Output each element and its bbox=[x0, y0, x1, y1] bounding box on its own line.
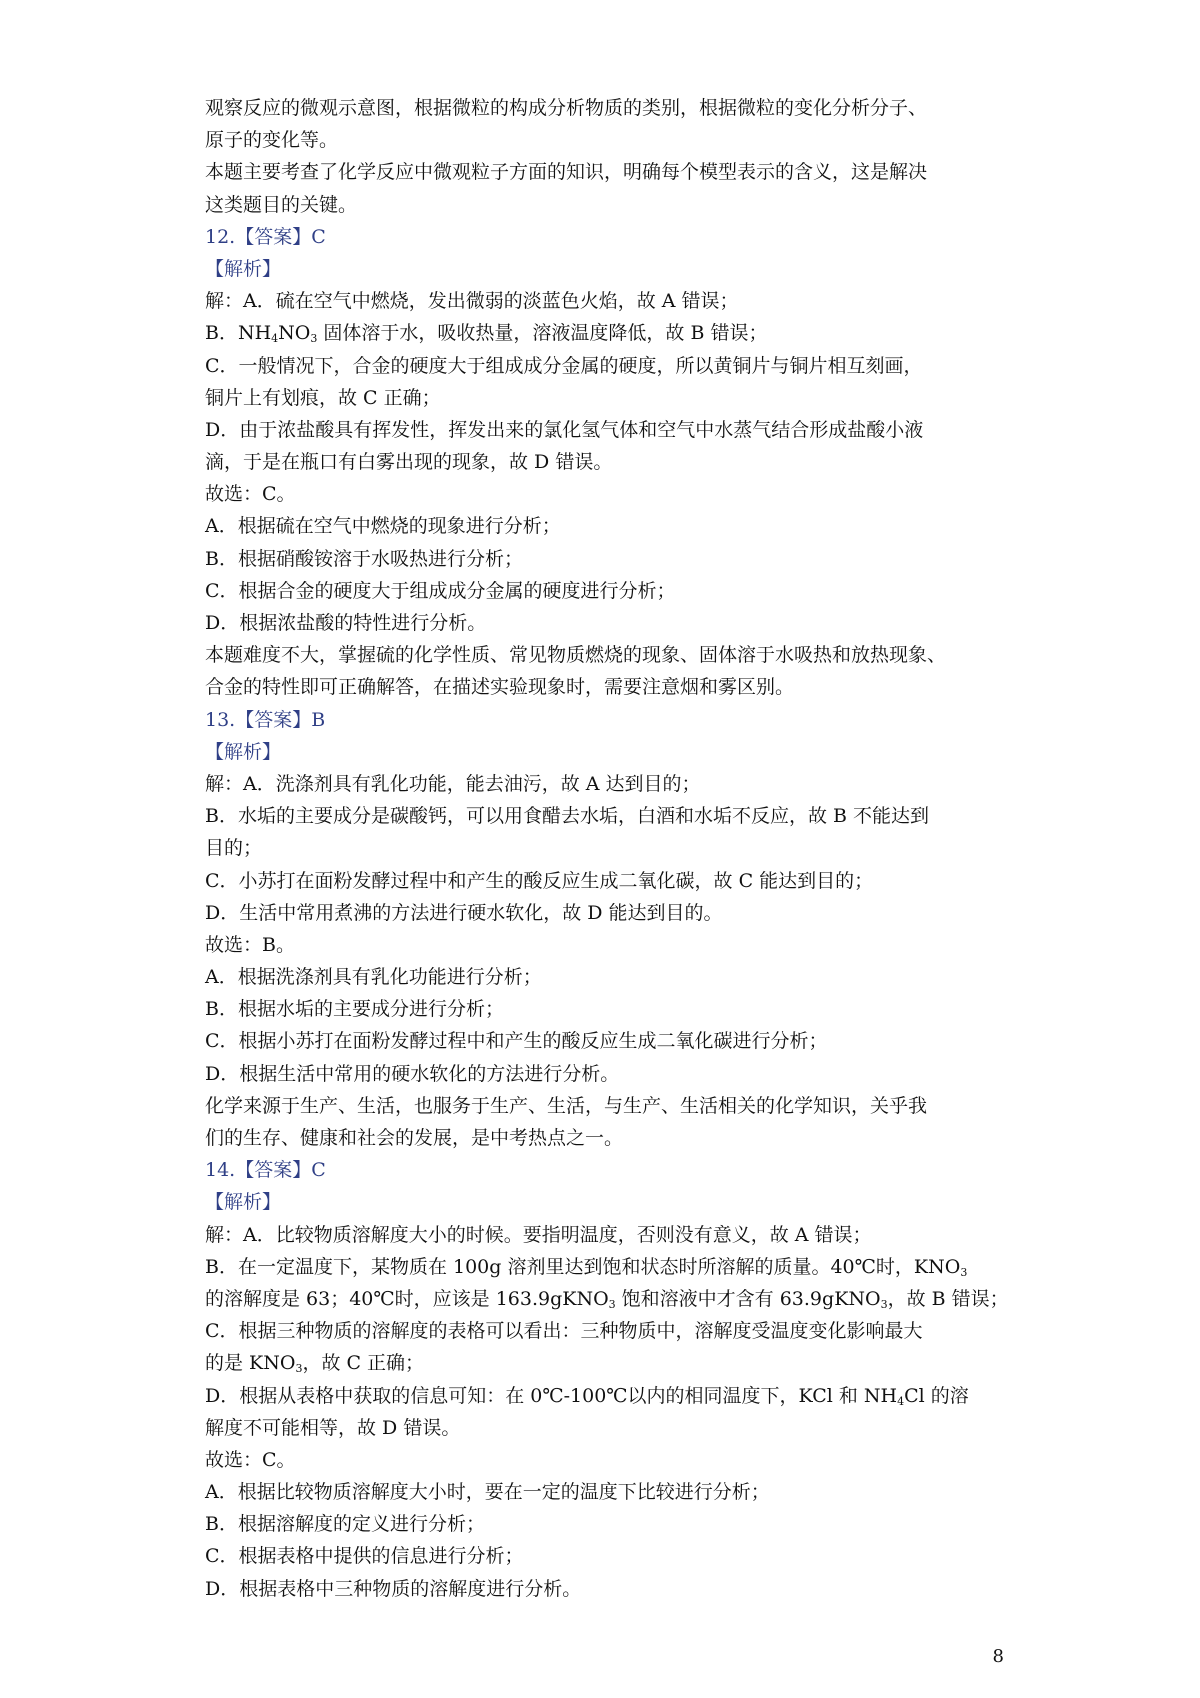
text-line: 观察反应的微观示意图，根据微粒的构成分析物质的类别，根据微粒的变化分析分子、 bbox=[205, 97, 928, 119]
question-13-section bbox=[205, 704, 1017, 1155]
text-line: 化学来源于生产、生活，也服务于生产、生活，与生产、生活相关的化学知识，关乎我 bbox=[205, 1094, 928, 1117]
answer-heading: 14.【答案】C bbox=[205, 1159, 326, 1182]
text-line: B．根据硝酸铵溶于水吸热进行分析； bbox=[205, 547, 523, 570]
text-line: B．根据溶解度的定义进行分析； bbox=[205, 1513, 485, 1536]
text-line: A．根据硫在空气中燃烧的现象进行分析； bbox=[205, 515, 561, 538]
text-line: 的溶解度是 63；40℃时，应该是 163.9gKNO$_3$ 饱和溶液中才含有 63.9gKNO$_3$，故 B 错误； bbox=[205, 1287, 1009, 1311]
text-line: C．根据三种物质的溶解度的表格可以看出：三种物质中，溶解度受温度变化影响最大 bbox=[205, 1320, 923, 1343]
text-line: 的是 $KNO_3$，故 C 正确； bbox=[205, 1352, 425, 1376]
analysis-label: 【解析】 bbox=[205, 1191, 282, 1214]
intro-section bbox=[205, 92, 1017, 221]
text-line: 故选：B。 bbox=[205, 933, 295, 956]
text-line: 本题难度不大，掌握硫的化学性质、常见物质燃烧的现象、固体溶于水吸热和放热现象、 bbox=[205, 644, 947, 667]
text-line: 解：A．洗涤剂具有乳化功能，能去油污，故 A 达到目的； bbox=[205, 772, 701, 795]
text-line: B．根据水垢的主要成分进行分析； bbox=[205, 998, 504, 1021]
text-line: B．$NH_4NO_3$ 固体溶于水，吸收热量，溶液温度降低，故 B 错误； bbox=[205, 322, 768, 346]
text-line: 解：A．硫在空气中燃烧，发出微弱的淡蓝色火焰，故 A 错误； bbox=[205, 290, 739, 313]
text-line: 目的； bbox=[205, 837, 263, 860]
document-page bbox=[205, 92, 1017, 1605]
text-line: C．一般情况下，合金的硬度大于组成成分金属的硬度，所以黄铜片与铜片相互刻画， bbox=[205, 354, 923, 377]
text-line: 这类题目的关键。 bbox=[205, 193, 358, 216]
text-line: 本题主要考查了化学反应中微观粒子方面的知识，明确每个模型表示的含义，这是解决 bbox=[205, 161, 928, 184]
text-line: D．根据从表格中获取的信息可知：在 0℃-100℃以内的相同温度下，KCl 和 $NH_4Cl$ 的溶 bbox=[205, 1384, 969, 1408]
text-line: C．小苏打在面粉发酵过程中和产生的酸反应生成二氧化碳，故 C 能达到目的； bbox=[205, 869, 874, 892]
text-line: 铜片上有划痕，故 C 正确； bbox=[205, 386, 441, 409]
answer-heading: 12.【答案】C bbox=[205, 225, 326, 248]
text-line: D．生活中常用煮沸的方法进行硬水软化，故 D 能达到目的。 bbox=[205, 901, 723, 924]
text-line: D．根据浓盐酸的特性进行分析。 bbox=[205, 612, 487, 634]
text-line: C．根据合金的硬度大于组成成分金属的硬度进行分析； bbox=[205, 579, 676, 602]
text-line: 们的生存、健康和社会的发展，是中考热点之一。 bbox=[205, 1127, 624, 1149]
text-line: A．根据比较物质溶解度大小时，要在一定的温度下比较进行分析； bbox=[205, 1481, 770, 1504]
answer-heading: 13.【答案】B bbox=[205, 708, 326, 731]
text-line: D．由于浓盐酸具有挥发性，挥发出来的氯化氢气体和空气中水蒸气结合形成盐酸小液 bbox=[205, 418, 924, 441]
text-line: D．根据生活中常用的硬水软化的方法进行分析。 bbox=[205, 1062, 620, 1085]
text-line: 滴，于是在瓶口有白雾出现的现象，故 D 错误。 bbox=[205, 451, 613, 474]
text-line: 解：A．比较物质溶解度大小的时候。要指明温度，否则没有意义，故 A 错误； bbox=[205, 1223, 872, 1246]
text-line: C．根据小苏打在面粉发酵过程中和产生的酸反应生成二氧化碳进行分析； bbox=[205, 1030, 828, 1053]
analysis-label: 【解析】 bbox=[205, 257, 282, 280]
text-line: B．水垢的主要成分是碳酸钙，可以用食醋去水垢，白酒和水垢不反应，故 B 不能达到 bbox=[205, 805, 930, 828]
text-line: C．根据表格中提供的信息进行分析； bbox=[205, 1545, 524, 1568]
page-number: 8 bbox=[992, 1646, 1004, 1667]
text-line: 原子的变化等。 bbox=[205, 129, 339, 152]
text-line: D．根据表格中三种物质的溶解度进行分析。 bbox=[205, 1577, 582, 1600]
text-line: 合金的特性即可正确解答，在描述实验现象时，需要注意烟和雾区别。 bbox=[205, 676, 795, 699]
question-14-section bbox=[205, 1154, 1017, 1605]
text-line: A．根据洗涤剂具有乳化功能进行分析； bbox=[205, 966, 542, 989]
text-line: B．在一定温度下，某物质在 100g 溶剂里达到饱和状态时所溶解的质量。40℃时，$KNO_3$ bbox=[205, 1255, 968, 1279]
text-line: 故选：C。 bbox=[205, 483, 296, 506]
question-12-section bbox=[205, 221, 1017, 704]
text-line: 故选：C。 bbox=[205, 1448, 296, 1471]
text-line: 解度不可能相等，故 D 错误。 bbox=[205, 1416, 461, 1439]
analysis-label: 【解析】 bbox=[205, 740, 282, 763]
